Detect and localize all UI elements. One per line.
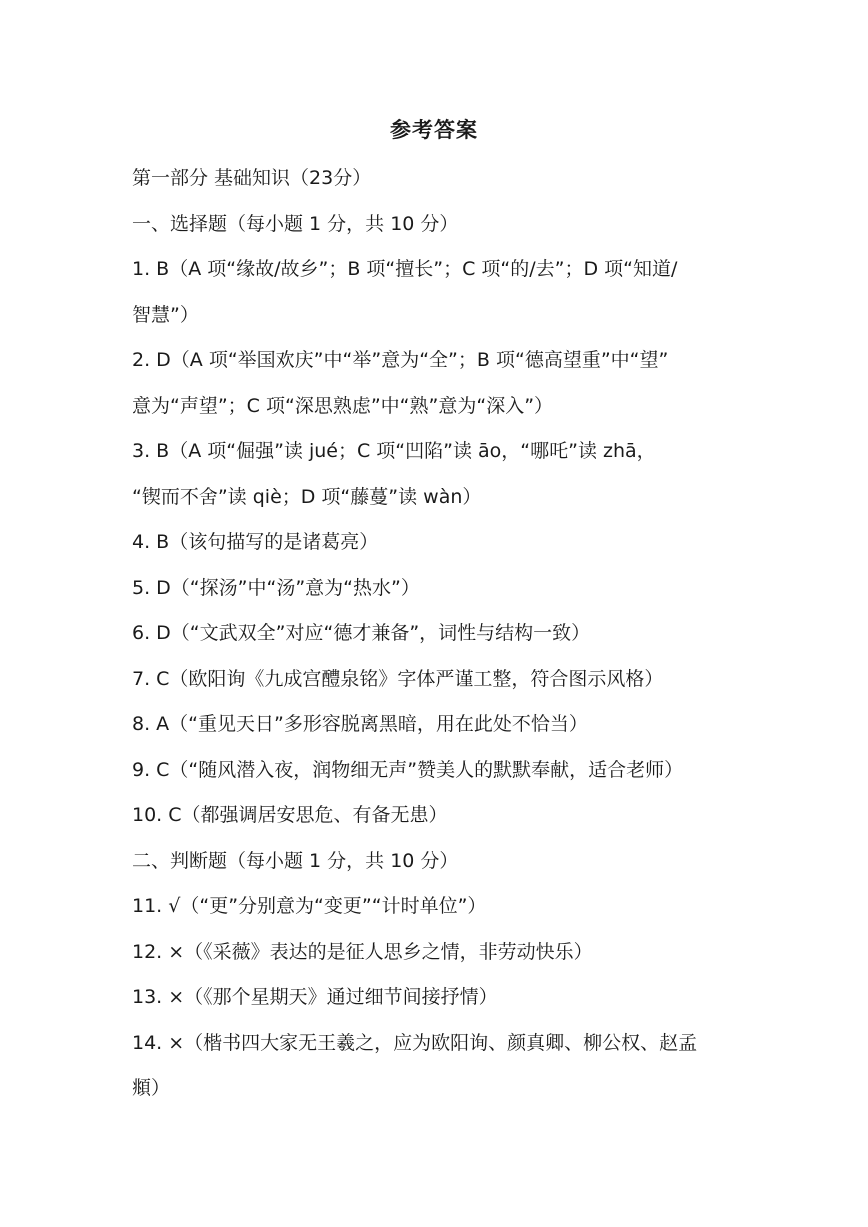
answer-line: 14. ×（楷书四大家无王羲之，应为欧阳询、颜真卿、柳公权、赵孟 — [132, 1031, 698, 1054]
answer-line: 13. ×（《那个星期天》通过细节间接抒情） — [132, 986, 498, 1008]
section-heading-judgment: 二、判断题（每小题 1 分，共 10 分） — [132, 849, 459, 872]
answer-line-continued: “锲而不舍”读 qiè；D 项“藤蔓”读 wàn） — [132, 485, 482, 508]
answer-line: 11. √（“更”分别意为“变更”“计时单位”） — [132, 895, 487, 917]
answer-line: 1. B（A 项“缘故/故乡”；B 项“擅长”；C 项“的/去”；D 项“知道/ — [132, 258, 678, 280]
answer-line: 10. C（都强调居安思危、有备无患） — [132, 804, 448, 826]
answer-line: 7. C（欧阳询《九成宫醴泉铭》字体严谨工整，符合图示风格） — [132, 667, 664, 690]
answer-line: 3. B（A 项“倔强”读 jué；C 项“凹陷”读 āo，“哪吒”读 zhā， — [132, 440, 656, 462]
page-title: 参考答案 — [390, 118, 478, 142]
answer-line: 5. D（“探汤”中“汤”意为“热水”） — [132, 576, 420, 599]
answer-line: 8. A（“重见天日”多形容脱离黑暗，用在此处不恰当） — [132, 713, 588, 735]
answer-line: 4. B（该句描写的是诸葛亮） — [132, 531, 379, 553]
part-heading: 第一部分 基础知识（23分） — [132, 167, 372, 189]
answer-line: 12. ×（《采薇》表达的是征人思乡之情，非劳动快乐） — [132, 940, 593, 963]
answer-line: 6. D（“文武双全”对应“德才兼备”，词性与结构一致） — [132, 622, 591, 644]
answer-line: 9. C（“随风潜入夜，润物细无声”赞美人的默默奉献，适合老师） — [132, 758, 684, 781]
answer-line: 2. D（A 项“举国欢庆”中“举”意为“全”；B 项“德高望重”中“望” — [132, 349, 669, 371]
section-heading-choice: 一、选择题（每小题 1 分，共 10 分） — [132, 212, 459, 235]
answer-content — [132, 156, 744, 1112]
answer-line-continued: 意为“声望”；C 项“深思熟虑”中“熟”意为“深入”） — [132, 394, 554, 417]
answer-line-continued: 智慧”） — [132, 303, 199, 326]
answer-line-continued: 頫） — [132, 1077, 171, 1099]
